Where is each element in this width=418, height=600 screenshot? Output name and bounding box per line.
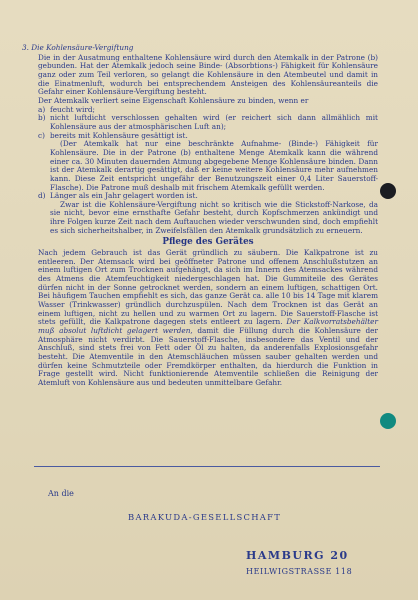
address-company: BARAKUDA-GESELLSCHAFT — [128, 512, 282, 522]
list-item-b: b) nicht luftdicht verschlossen gehalten wird (er reichert sich dann allmählich mit Kohlensäure aus der atmosphärischen Luft an); — [38, 113, 378, 131]
main-text — [22, 43, 378, 388]
address-street: HEILWIGSTRASSE 118 — [246, 567, 353, 576]
item-c-note: (Der Atemkalk hat nur eine beschränkte Aufnahme- (Binde-) Fähigkeit für Kohlensäure. Die in der Patrone (b) enthaltene Menge Atemkalk kann die während einer ca. 30 Minuten dauernden Atmung abgegebene Menge Kohlensäure binden. Dann ist der Atemkalk derartig gesättigt, daß er keine weitere Kohlensäure mehr aufnehmen kann. Diese Zeit entspricht ungefähr der Benutzungszeit einer 0,4 Liter Sauerstoff-Flasche). Die Patrone muß deshalb mit frischem Atemkalk gefüllt werden. — [50, 139, 378, 192]
list-item-a: a) feucht wird; — [38, 104, 95, 114]
section-closing: Zwar ist die Kohlensäure-Vergiftung nicht so kritisch wie die Stickstoff-Narkose, da sie nicht, bevor eine ernsthafte Gefahr besteht, durch Kopfschmerzen ankündigt und ihre Folgen kurze Zeit nach dem Auftauchen wieder verschwunden sind, doch empfiehlt es sich sicherheitshalber, in Zweifelsfällen den Atemkalk grundsätzlich zu erneuern. — [50, 199, 378, 235]
section-intro: Die in der Ausatmung enthaltene Kohlensäure wird durch den Atemkalk in der Patrone (b) gebunden. Hat der Atemkalk jedoch seine Binde- (Absorbtions-) Fähigkeit für Kohlensäure ganz oder zum Teil verloren, so gelangt die Kohlensäure in den Atembeutel und damit in die Einatmenluft, wodurch bei entsprechendem Ansteigen des Kohlensäureanteils die Gefahr einer Kohlensäure-Vergiftung besteht. — [38, 52, 378, 97]
list-item-c: c) bereits mit Kohlensäure gesättigt ist. — [38, 130, 188, 140]
section-lead: Der Atemkalk verliert seine Eigenschaft Kohlensäure zu binden, wenn er — [38, 95, 309, 105]
section-heading: 3. Die Kohlensäure-Vergiftung — [22, 43, 134, 52]
list-item-d: d) Länger als ein Jahr gelagert worden ist. — [38, 191, 198, 201]
address-city: HAMBURG 20 — [246, 549, 349, 562]
punch-hole-bottom — [380, 413, 396, 429]
punch-hole-top — [380, 183, 396, 199]
care-body: Nach jedem Gebrauch ist das Gerät gründlich zu säubern. Die Kalkpatrone ist zu entleeren. Der Atemsack wird bei geöffneter Patrone und offenem Anschlußstutzen an einem luftigen Ort zum Trocknen aufgehängt, da sich im Innern des Atemsackes während des Atmens die Atemfeuchtigkeit niedergeschlagen hat. Die Gummiteile des Gerätes dürfen nicht in der Sonne getrocknet werden, sondern an einem luftigen, schattigen Ort. Bei häufigem Tauchen empfiehlt es sich, das ganze Gerät ca. alle 10 bis 14 Tage mit klarem Wasser (Trinkwasser) gründlich durchzuspülen. Nach dem Trocknen ist das Gerät an einem luftigen, nicht zu hellen und zu warmen Ort zu lagern. Die Sauerstoff-Flasche ist stets gefüllt, die Kalkpatrone dagegen stets entleert zu lagern. Der Kalkvorratsbehälter muß absolut luftdicht gelagert werden, damit die Füllung durch die Kohlensäure der Atmosphäre nicht verdirbt. Die Sauerstoff-Flasche, insbesondere das Ventil und der Anschluß, sind stets frei von Fett oder Öl zu halten, da anderenfalls Explosionsgefahr besteht. Die Atemventile in den Atemschläuchen müssen sauber gehalten werden und dürfen keine Schmutzteile oder Fremdkörper enthalten, da hierdurch die Funktion in Frage gestellt wird. Nicht funktionierende Atemventile schließen die Reinigung der Atemluft von Kohlensäure aus und bedeuten unmittelbare Gefahr. — [38, 248, 378, 387]
divider-rule — [34, 466, 380, 467]
care-title: Pflege des Gerätes — [162, 237, 254, 248]
address-to: An die — [48, 489, 74, 498]
